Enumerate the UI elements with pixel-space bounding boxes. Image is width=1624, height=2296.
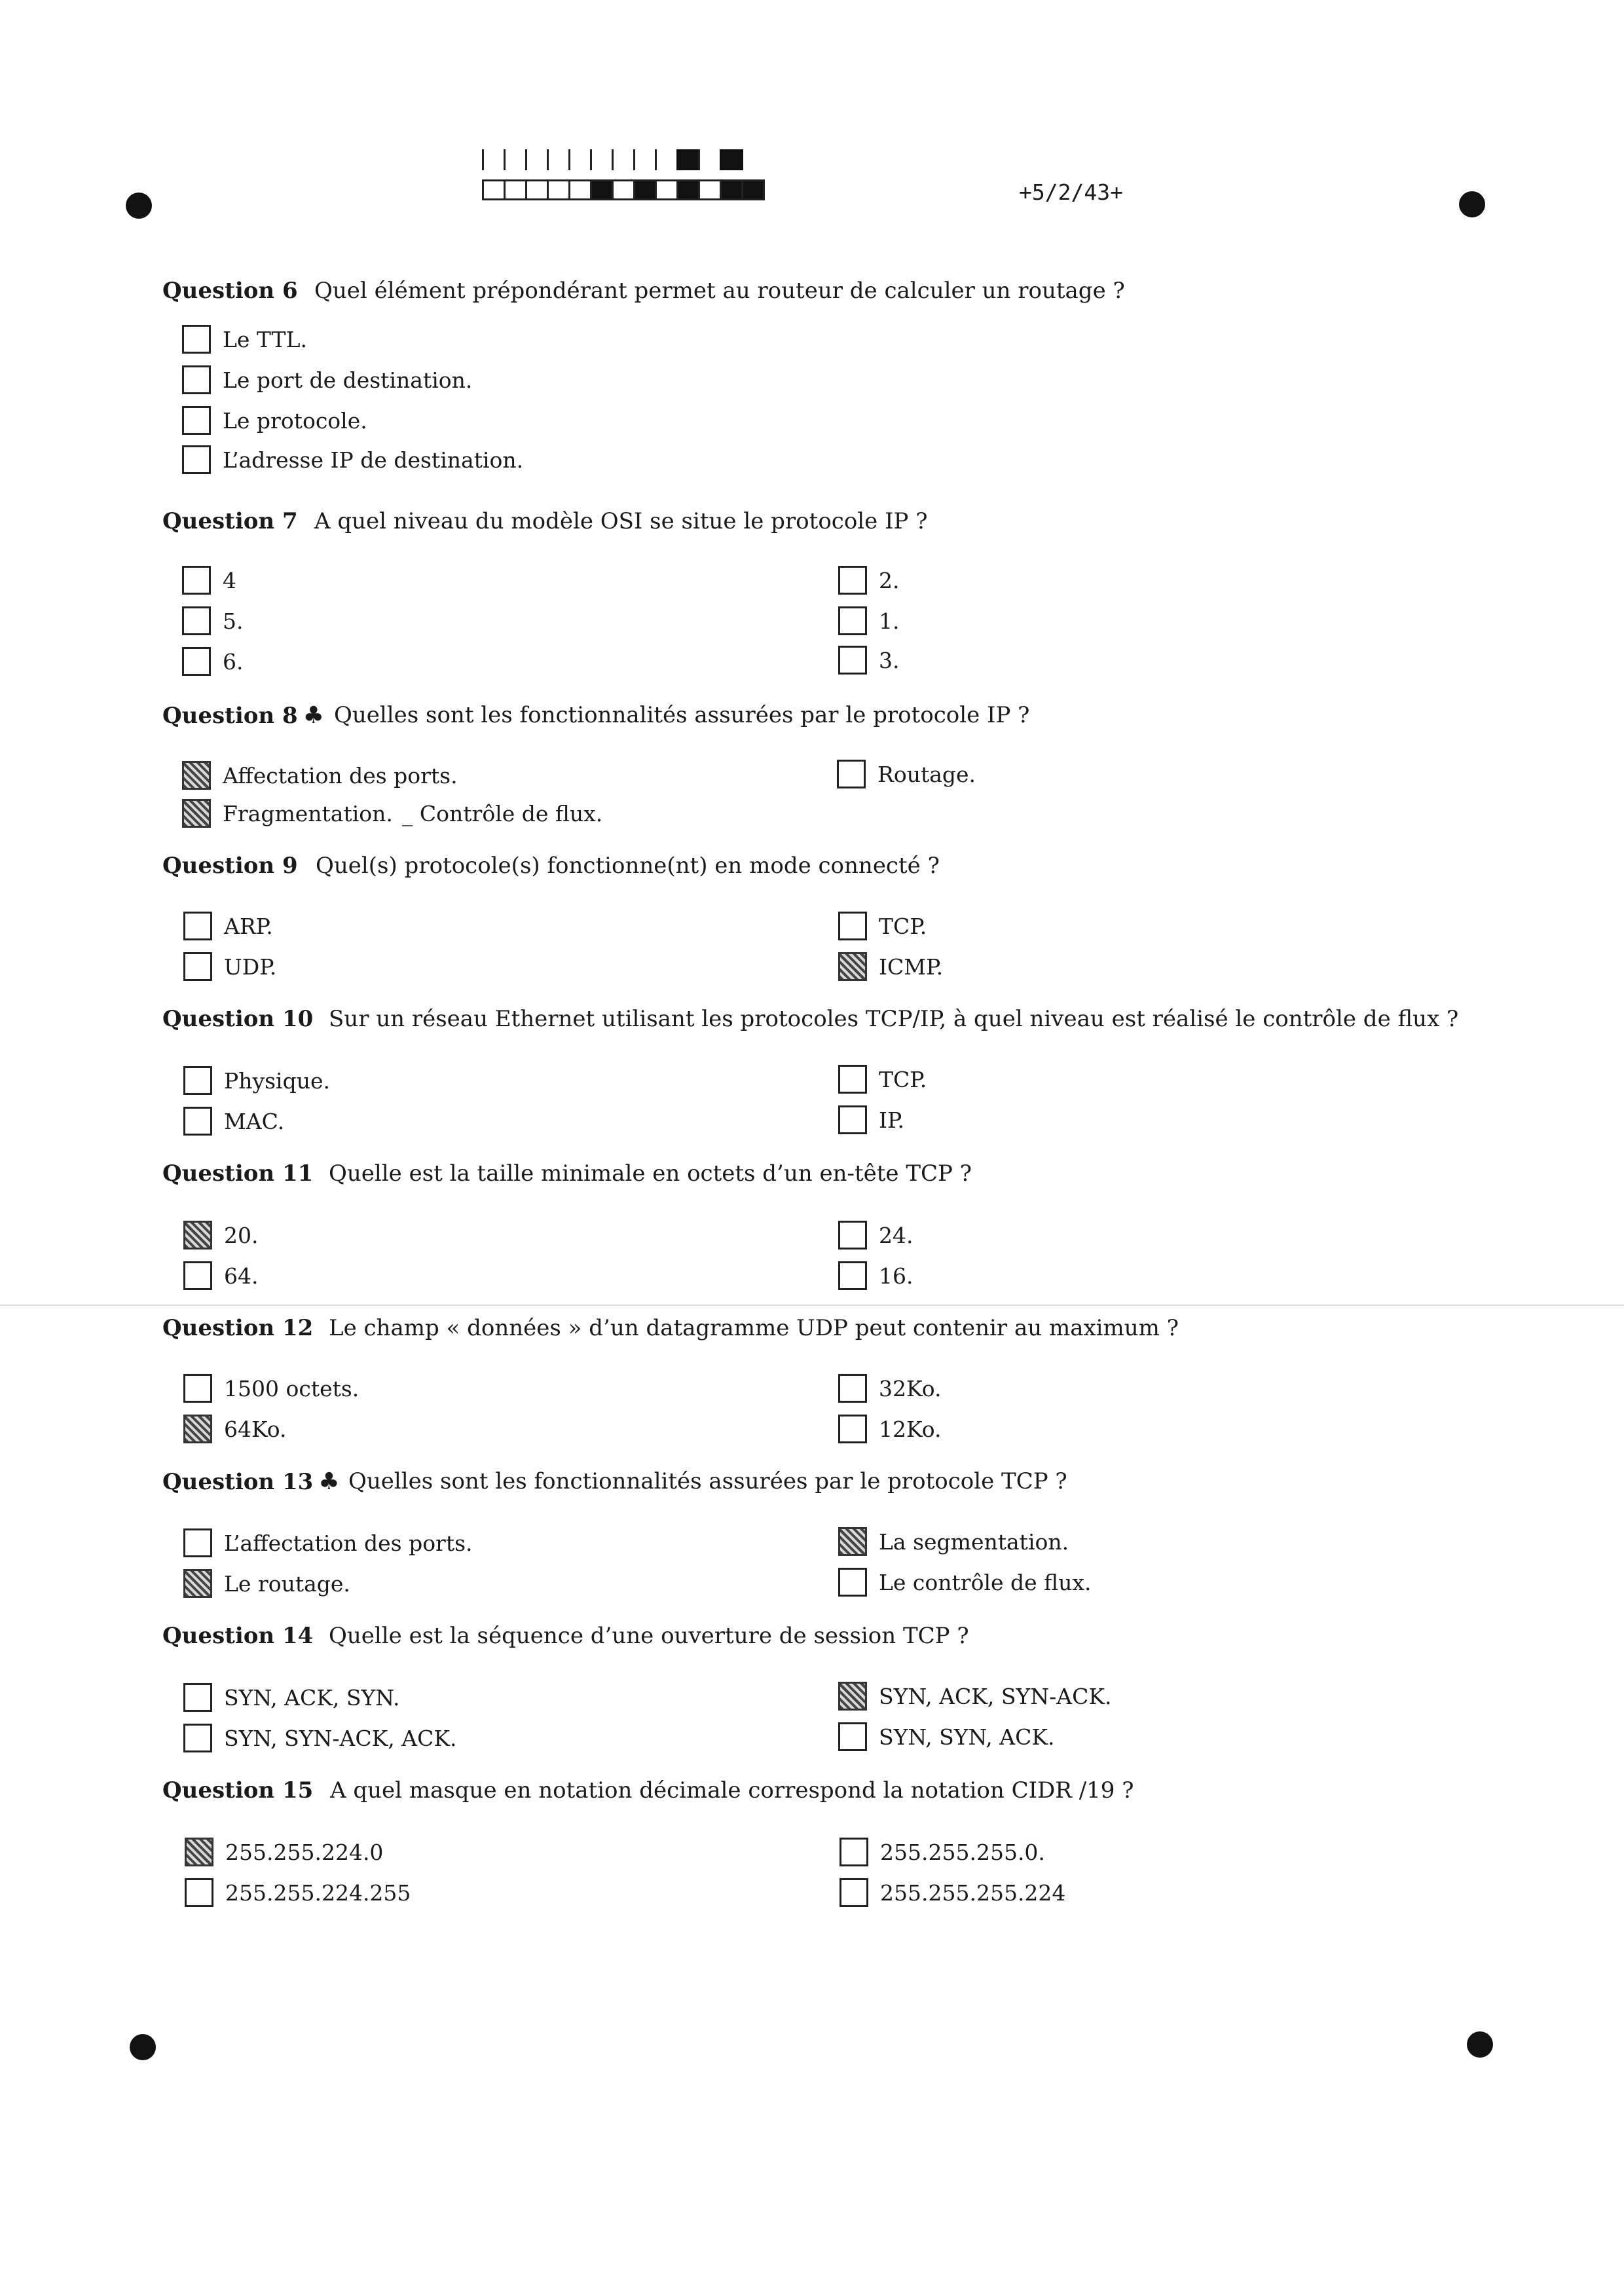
answer-option[interactable] [838,1374,942,1403]
code-cell [482,149,506,170]
option-label: 64. [224,1263,259,1289]
option-label: 1. [879,608,900,634]
option-label: 16. [879,1263,913,1289]
checkbox[interactable] [840,1878,868,1907]
checkbox[interactable] [838,1065,867,1094]
checkbox[interactable] [838,1722,867,1751]
answer-option[interactable] [838,606,900,635]
checkbox-checked[interactable] [183,1569,212,1598]
code-cell [525,149,549,170]
answer-option[interactable] [840,1838,1045,1866]
checkbox[interactable] [838,912,867,940]
checkbox[interactable] [182,606,211,635]
checkbox[interactable] [838,1415,867,1443]
code-cell [590,179,614,200]
answer-option[interactable] [837,760,976,788]
checkbox[interactable] [182,647,211,676]
answer-option[interactable] [183,1569,350,1598]
answer-option[interactable] [183,1261,258,1290]
option-label: Le protocole. [223,407,367,434]
option-label: SYN, ACK, SYN. [224,1684,400,1711]
option-label: 3. [879,647,900,673]
option-label: 255.255.255.224 [880,1879,1066,1906]
checkbox[interactable] [838,1221,867,1250]
code-cell [504,149,527,170]
code-cell [504,179,527,200]
code-cell [568,179,592,200]
checkbox[interactable] [838,1374,867,1403]
checkbox[interactable] [183,1724,212,1752]
code-cell [590,149,614,170]
answer-option[interactable] [182,406,367,435]
question-13 [162,1468,1067,1495]
question-text: A quel niveau du modèle OSI se situe le protocole IP ? [314,508,928,534]
option-label: 20. [224,1222,259,1248]
checkbox[interactable] [183,1261,212,1290]
answer-option[interactable] [182,761,458,790]
option-label: 64Ko. [224,1416,287,1442]
option-label: TCP. [879,913,927,939]
question-9 [162,853,940,879]
question-number: Question 6 [162,278,298,304]
answer-option[interactable] [838,912,927,940]
option-label: 24. [879,1222,913,1248]
checkbox[interactable] [182,365,211,394]
checkbox-checked[interactable] [182,761,211,790]
checkbox[interactable] [182,325,211,354]
checkbox[interactable] [840,1838,868,1866]
answer-option[interactable] [838,1682,1112,1711]
answer-option[interactable] [183,1724,457,1752]
option-label: UDP. [224,954,277,980]
answer-option[interactable] [182,799,602,828]
question-14 [162,1623,969,1649]
checkbox-checked[interactable] [183,1221,212,1250]
checkbox[interactable] [183,952,212,981]
question-text: Sur un réseau Ethernet utilisant les protocoles TCP/IP, à quel niveau est réalisé le contrôle de flux ? [329,1006,1459,1032]
question-text: Quelle est la séquence d’une ouverture de session TCP ? [329,1623,969,1649]
question-8 [162,702,1030,729]
answer-option[interactable] [183,1066,330,1095]
question-text: A quel masque en notation décimale correspond la notation CIDR /19 ? [330,1777,1134,1804]
option-label: MAC. [224,1108,285,1134]
checkbox[interactable] [837,760,866,788]
question-number: Question 13 [162,1469,314,1495]
checkbox-checked[interactable] [838,1527,867,1556]
code-cell [525,179,549,200]
option-label: 2. [879,567,900,593]
option-label: Le contrôle de flux. [879,1569,1092,1595]
answer-option[interactable] [838,1105,904,1134]
code-cell [612,149,635,170]
option-label: 32Ko. [879,1375,942,1401]
question-text: Quel élément prépondérant permet au routeur de calculer un routage ? [314,278,1125,304]
option-label: ARP. [224,913,273,939]
code-cell [547,179,570,200]
answer-option[interactable] [182,647,244,676]
option-label: 255.255.224.255 [225,1879,411,1906]
answer-option[interactable] [183,1107,284,1136]
option-label: 255.255.255.0. [880,1839,1045,1865]
answer-option[interactable] [183,1528,473,1557]
checkbox-checked[interactable] [838,952,867,981]
code-cell [741,179,765,200]
question-11 [162,1160,972,1187]
checkbox[interactable] [182,406,211,435]
code-cell [568,149,592,170]
answer-option[interactable] [183,952,276,981]
checkbox[interactable] [838,1105,867,1134]
code-cell [698,149,722,170]
option-label: 6. [223,648,244,675]
registration-dot-bottom-left [130,2034,156,2060]
option-label: Le port de destination. [223,367,473,393]
question-10 [162,1006,1459,1032]
option-label: SYN, ACK, SYN-ACK. [879,1683,1112,1709]
answer-option[interactable] [838,1568,1092,1597]
answer-option[interactable] [182,566,236,595]
question-12 [162,1315,1179,1341]
checkbox[interactable] [183,912,212,940]
question-text: Le champ « données » d’un datagramme UDP peut contenir au maximum ? [329,1315,1179,1341]
id-code-row-2 [482,179,763,200]
handwritten-note: _ Contrôle de flux. [401,800,603,826]
code-cell [676,149,700,170]
question-text: Quelle est la taille minimale en octets d’un en-tête TCP ? [329,1160,972,1187]
question-number: Question 15 [162,1777,314,1804]
answer-option[interactable] [838,566,900,595]
option-label: L’affectation des ports. [224,1530,473,1556]
checkbox[interactable] [182,566,211,595]
question-number: Question 7 [162,508,298,534]
option-label: 5. [223,608,244,634]
checkbox[interactable] [183,1374,212,1403]
club-icon: ♣ [318,1468,340,1495]
checkbox[interactable] [838,606,867,635]
question-number: Question 12 [162,1315,314,1341]
answer-option[interactable] [838,1261,913,1290]
option-label: 12Ko. [879,1416,942,1442]
code-cell [633,179,657,200]
checkbox[interactable] [183,1107,212,1136]
code-cell [547,149,570,170]
id-code-row-1 [482,149,741,170]
checkbox[interactable] [183,1528,212,1557]
registration-dot-top-right [1459,191,1485,217]
answer-option[interactable] [182,445,523,474]
option-label: Routage. [877,761,976,787]
answer-option[interactable] [838,1722,1055,1751]
question-text: Quel(s) protocole(s) fonctionne(nt) en mode connecté ? [316,853,940,879]
page-code: +5/2/43+ [1019,179,1123,205]
code-cell [698,179,722,200]
club-icon: ♣ [303,702,324,729]
option-label: IP. [879,1107,905,1133]
option-label: La segmentation. [879,1528,1069,1555]
answer-option[interactable] [838,1221,913,1250]
code-cell [612,179,635,200]
answer-option[interactable] [183,1683,400,1712]
option-label: L’adresse IP de destination. [223,447,524,473]
answer-option[interactable] [183,1415,287,1443]
option-label: ICMP. [879,954,944,980]
option-label: 255.255.224.0 [225,1839,384,1865]
question-text: Quelles sont les fonctionnalités assurées par le protocole TCP ? [348,1468,1067,1494]
question-number: Question 14 [162,1623,314,1649]
checkbox-checked[interactable] [185,1838,213,1866]
checkbox[interactable] [185,1878,213,1907]
checkbox-checked[interactable] [183,1415,212,1443]
checkbox[interactable] [183,1066,212,1095]
answer-option[interactable] [838,952,943,981]
checkbox[interactable] [183,1683,212,1712]
answer-option[interactable] [838,1065,927,1094]
checkbox[interactable] [838,1261,867,1290]
question-number: Question 10 [162,1006,314,1032]
registration-dot-bottom-right [1467,2031,1493,2058]
answer-option[interactable] [182,325,307,354]
code-cell [720,179,743,200]
answer-option[interactable] [182,365,472,394]
checkbox[interactable] [838,566,867,595]
option-label: 4 [223,567,236,593]
answer-option[interactable] [838,1415,942,1443]
code-cell [655,149,678,170]
option-label: Physique. [224,1067,330,1094]
option-label: Le routage. [224,1570,350,1597]
answer-option[interactable] [185,1878,411,1907]
option-label: SYN, SYN, ACK. [879,1724,1055,1750]
option-label: Affectation des ports. [223,762,458,788]
answer-option[interactable] [183,1221,258,1250]
answer-option[interactable] [182,606,244,635]
question-number: Question 8 [162,703,298,729]
code-cell [482,179,506,200]
registration-dot-top-left [126,193,152,219]
answer-option[interactable] [840,1878,1065,1907]
code-cell [655,179,678,200]
question-6 [162,278,1125,304]
option-label: Le TTL. [223,326,307,352]
checkbox[interactable] [182,445,211,474]
option-label: TCP. [879,1066,927,1092]
answer-option[interactable] [185,1838,383,1866]
option-label: Fragmentation. [223,800,393,826]
code-cell [676,179,700,200]
answer-option[interactable] [183,912,273,940]
code-cell [633,149,657,170]
question-number: Question 11 [162,1160,314,1187]
question-number: Question 9 [162,853,298,879]
question-7 [162,508,928,534]
checkbox[interactable] [838,1568,867,1597]
option-label: SYN, SYN-ACK, ACK. [224,1725,457,1751]
question-text: Quelles sont les fonctionnalités assurées par le protocole IP ? [334,702,1030,728]
option-label: 1500 octets. [224,1375,360,1401]
checkbox-checked[interactable] [838,1682,867,1711]
checkbox-checked[interactable] [182,799,211,828]
code-cell [720,149,743,170]
scan-fold-line [0,1305,1624,1306]
answer-option[interactable] [838,646,900,675]
question-15 [162,1777,1134,1804]
checkbox[interactable] [838,646,867,675]
answer-option[interactable] [838,1527,1069,1556]
answer-option[interactable] [183,1374,359,1403]
